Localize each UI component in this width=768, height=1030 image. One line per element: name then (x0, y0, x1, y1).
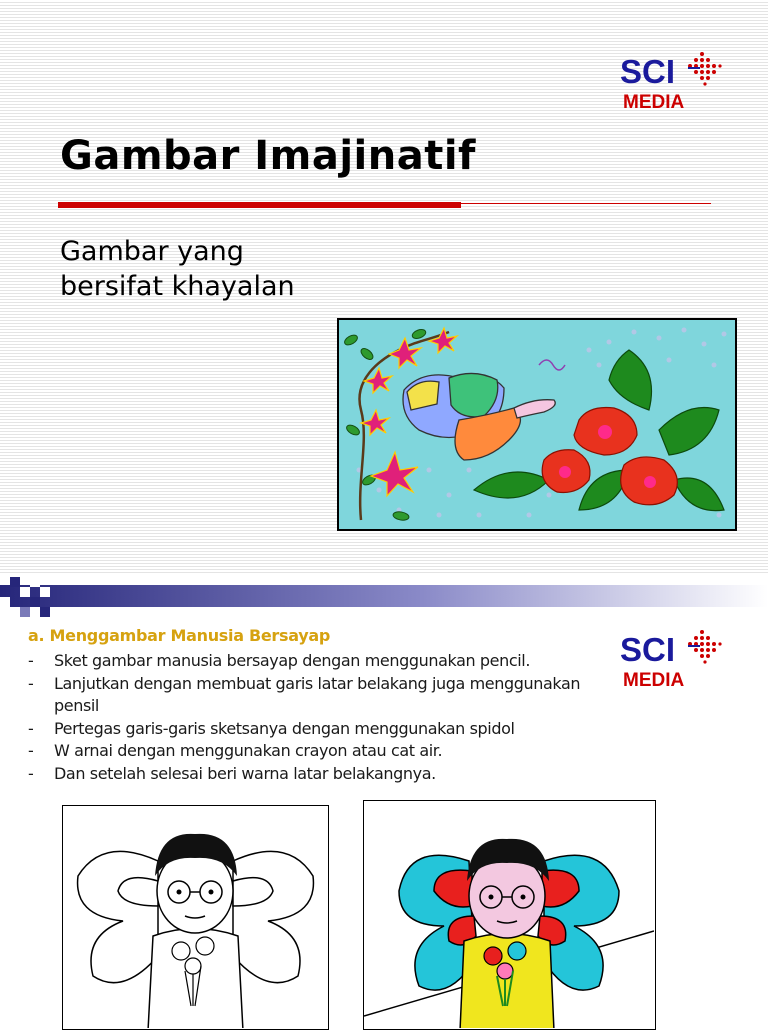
list-item-text: W arnai dengan menggunakan crayon atau cat air. (54, 741, 443, 760)
checker-squares (0, 577, 50, 617)
list-item-text: Lanjutkan dengan membuat garis latar belakang juga menggunakan pensil (54, 673, 581, 715)
butterfly-fish-creature (403, 373, 555, 460)
list-item-text: Pertegas garis-garis sketsanya dengan menggunakan spidol (54, 718, 515, 738)
winged-person-sketch-image (62, 805, 329, 1030)
list-dash: - (28, 651, 34, 670)
list-item-text: Dan setelah selesai beri warna latar belakangnya. (54, 763, 436, 783)
list-dash: - (28, 673, 34, 693)
slide-subtitle (60, 234, 360, 304)
logo-sci-text: SCI (620, 53, 676, 90)
subtitle-line-2: bersifat khayalan (60, 271, 295, 302)
sci-media-logo (620, 628, 725, 690)
list-dash: - (28, 741, 34, 760)
section-heading: a. Menggambar Manusia Bersayap (28, 626, 331, 645)
slide-title: Gambar Imajinatif (60, 133, 476, 179)
logo-media-text: MEDIA (623, 92, 685, 112)
list-item (28, 718, 618, 741)
list-item (28, 740, 618, 763)
slide-2 (0, 620, 768, 1024)
list-dash: - (28, 718, 34, 738)
steps-list (28, 650, 618, 785)
dots-globe-icon (688, 52, 722, 86)
winged-person-colored-image (363, 800, 656, 1030)
imaginative-drawing-image (337, 318, 737, 531)
list-item (28, 763, 618, 786)
decorative-gradient-bar (0, 575, 768, 620)
title-underline-thin (461, 203, 711, 204)
logo-sci-text: SCI (620, 631, 676, 668)
logo-media-text: MEDIA (623, 670, 685, 690)
dots-globe-icon (688, 630, 722, 664)
sci-media-logo (620, 50, 725, 112)
list-item-text: Sket gambar manusia bersayap dengan menggunakan pencil. (54, 651, 531, 670)
list-dash: - (28, 763, 34, 783)
list-item (28, 650, 618, 673)
title-underline-thick (58, 202, 461, 208)
subtitle-line-1: Gambar yang (60, 236, 244, 267)
list-item (28, 673, 618, 718)
